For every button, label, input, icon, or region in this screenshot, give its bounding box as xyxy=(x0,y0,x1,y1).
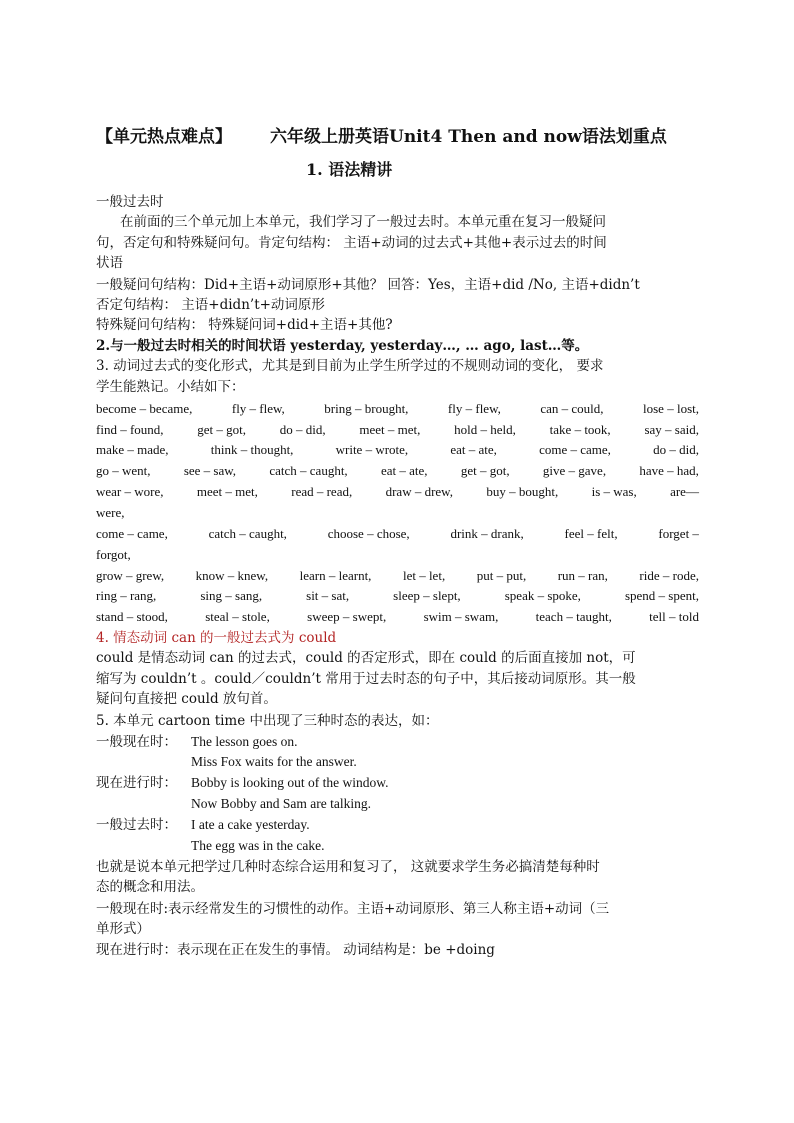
example-sentence: Bobby is looking out of the window. xyxy=(191,775,389,790)
verb-row xyxy=(96,440,699,460)
verb-pair: know – knew, xyxy=(195,568,269,583)
verb-pair: give – gave, xyxy=(542,463,607,478)
verb-pair: come – came, xyxy=(96,526,168,541)
text-line: 疑问句直接把 could 放句首。 xyxy=(96,691,277,707)
verb-pair: fly – flew, xyxy=(231,401,285,416)
verb-pair: is – was, xyxy=(591,484,637,499)
example-sentence: The lesson goes on. xyxy=(191,734,298,749)
example-line xyxy=(96,815,700,835)
verb-pair: fly – flew, xyxy=(447,401,501,416)
verb-pair: sing – sang, xyxy=(200,588,263,603)
verb-pair: can – could, xyxy=(540,401,604,416)
verb-pair: think – thought, xyxy=(210,442,294,457)
tense-label: 一般过去时： xyxy=(96,817,177,833)
text-line: 一般疑问句结构：Did+主语+动词原形+其他？ 回答：Yes，主语+did /No, 主语+didn’t xyxy=(96,277,640,293)
tense-label: 一般现在时： xyxy=(96,734,177,750)
verb-pair: tell – told xyxy=(649,609,699,624)
verb-pair: forgot, xyxy=(96,547,131,562)
example-line xyxy=(96,773,700,793)
verb-pair: get – got, xyxy=(460,463,510,478)
text-line: 句，否定句和特殊疑问句。肯定句结构： 主语+动词的过去式+其他+表示过去的时间 xyxy=(96,235,607,251)
text-line: 单形式） xyxy=(96,921,150,937)
section-heading: 1. 语法精讲 xyxy=(306,160,393,179)
verb-row xyxy=(96,566,699,586)
section-heading: 4. 情态动词 can 的一般过去式为 could xyxy=(96,630,337,646)
text-line: 一般现在时:表示经常发生的习惯性的动作。主语+动词原形、第三人称主语+动词（三 xyxy=(96,901,610,917)
verb-pair: eat – ate, xyxy=(380,463,428,478)
verb-pair: speak – spoke, xyxy=(504,588,581,603)
verb-pair: lose – lost, xyxy=(643,401,699,416)
verb-row xyxy=(96,586,699,606)
text-line: 态的概念和用法。 xyxy=(96,879,204,895)
verb-pair: do – did, xyxy=(279,422,326,437)
verb-pair: eat – ate, xyxy=(450,442,497,457)
page-title xyxy=(96,126,700,148)
verb-pair: catch – caught, xyxy=(208,526,287,541)
verb-pair: were, xyxy=(96,505,125,520)
verb-pair: put – put, xyxy=(476,568,527,583)
verb-pair: have – had, xyxy=(639,463,699,478)
text-line: 一般过去时 xyxy=(96,194,164,210)
text-line: 现在进行时：表示现在正在发生的事情。 动词结构是：be +doing xyxy=(96,942,495,958)
verb-pair: find – found, xyxy=(96,422,164,437)
verb-pair: meet – met, xyxy=(196,484,258,499)
verb-row xyxy=(96,399,699,419)
example-sentence: The egg was in the cake. xyxy=(191,838,325,853)
verb-pair: choose – chose, xyxy=(327,526,410,541)
verb-pair: sit – sat, xyxy=(306,588,350,603)
text-line: could 是情态动词 can 的过去式，could 的否定形式，即在 could 的后面直接加 not，可 xyxy=(96,650,636,666)
text-line: 状语 xyxy=(96,255,123,271)
verb-pair: drink – drank, xyxy=(450,526,524,541)
verb-pair: come – came, xyxy=(539,442,611,457)
verb-pair: draw – drew, xyxy=(385,484,453,499)
verb-row xyxy=(96,545,699,565)
verb-pair: do – did, xyxy=(653,442,699,457)
verb-pair: ride – rode, xyxy=(639,568,699,583)
example-sentence: Miss Fox waits for the answer. xyxy=(191,754,357,769)
text-line-bold: 2.与一般过去时相关的时间状语 yesterday, yesterday…, … ago, last…等。 xyxy=(96,338,589,354)
verb-row xyxy=(96,524,699,544)
text-line: 3. 动词过去式的变化形式，尤其是到目前为止学生所学过的不规则动词的变化， 要求 xyxy=(96,358,604,374)
verb-pair: meet – met, xyxy=(359,422,421,437)
section-heading: 5. 本单元 cartoon time 中出现了三种时态的表达，如： xyxy=(96,713,439,729)
tense-label: 现在进行时： xyxy=(96,775,177,791)
title-text: 六年级上册英语Unit4 Then and now语法划重点 xyxy=(270,127,667,147)
verb-row xyxy=(96,482,699,502)
verb-pair: go – went, xyxy=(96,463,151,478)
verb-pair: grow – grew, xyxy=(96,568,165,583)
example-line xyxy=(96,732,700,752)
text-line: 学生能熟记。小结如下： xyxy=(96,379,245,395)
verb-pair: forget – xyxy=(658,526,699,541)
verb-pair: wear – wore, xyxy=(96,484,164,499)
verb-pair: ring – rang, xyxy=(96,588,157,603)
example-sentence: I ate a cake yesterday. xyxy=(191,817,310,832)
verb-pair: hold – held, xyxy=(454,422,516,437)
verb-pair: let – let, xyxy=(402,568,446,583)
verb-pair: take – took, xyxy=(549,422,611,437)
verb-row xyxy=(96,461,699,481)
text-line: 特殊疑问句结构： 特殊疑问词+did+主语+其他? xyxy=(96,317,393,333)
verb-pair: spend – spent, xyxy=(624,588,699,603)
verb-pair: learn – learnt, xyxy=(299,568,372,583)
verb-pair: are— xyxy=(670,484,699,499)
text-line: 缩写为 couldn’t 。could／couldn’t 常用于过去时态的句子中，其后接动词原形。其一般 xyxy=(96,671,636,687)
verb-pair: swim – swam, xyxy=(423,609,499,624)
verb-pair: say – said, xyxy=(644,422,699,437)
verb-row xyxy=(96,503,699,523)
title-tag: 【单元热点难点】 xyxy=(96,127,232,147)
verb-pair: steal – stole, xyxy=(205,609,270,624)
text-line: 也就是说本单元把学过几种时态综合运用和复习了， 这就要求学生务必搞清楚每种时 xyxy=(96,859,600,875)
verb-pair: see – saw, xyxy=(183,463,237,478)
verb-pair: sweep – swept, xyxy=(307,609,387,624)
verb-pair: teach – taught, xyxy=(535,609,612,624)
verb-pair: buy – bought, xyxy=(486,484,559,499)
verb-pair: bring – brought, xyxy=(324,401,409,416)
verb-pair: feel – felt, xyxy=(564,526,618,541)
verb-row xyxy=(96,607,699,627)
example-sentence: Now Bobby and Sam are talking. xyxy=(191,796,371,811)
verb-pair: run – ran, xyxy=(557,568,608,583)
verb-row xyxy=(96,420,699,440)
verb-pair: write – wrote, xyxy=(335,442,409,457)
verb-pair: make – made, xyxy=(96,442,169,457)
verb-pair: stand – stood, xyxy=(96,609,168,624)
verb-pair: catch – caught, xyxy=(269,463,348,478)
verb-pair: read – read, xyxy=(291,484,353,499)
verb-pair: become – became, xyxy=(96,401,193,416)
verb-pair: get – got, xyxy=(197,422,247,437)
verb-pair: sleep – slept, xyxy=(393,588,461,603)
text-line: 在前面的三个单元加上本单元，我们学习了一般过去时。本单元重在复习一般疑问 xyxy=(120,214,606,230)
text-line: 否定句结构： 主语+didn’t+动词原形 xyxy=(96,297,325,313)
